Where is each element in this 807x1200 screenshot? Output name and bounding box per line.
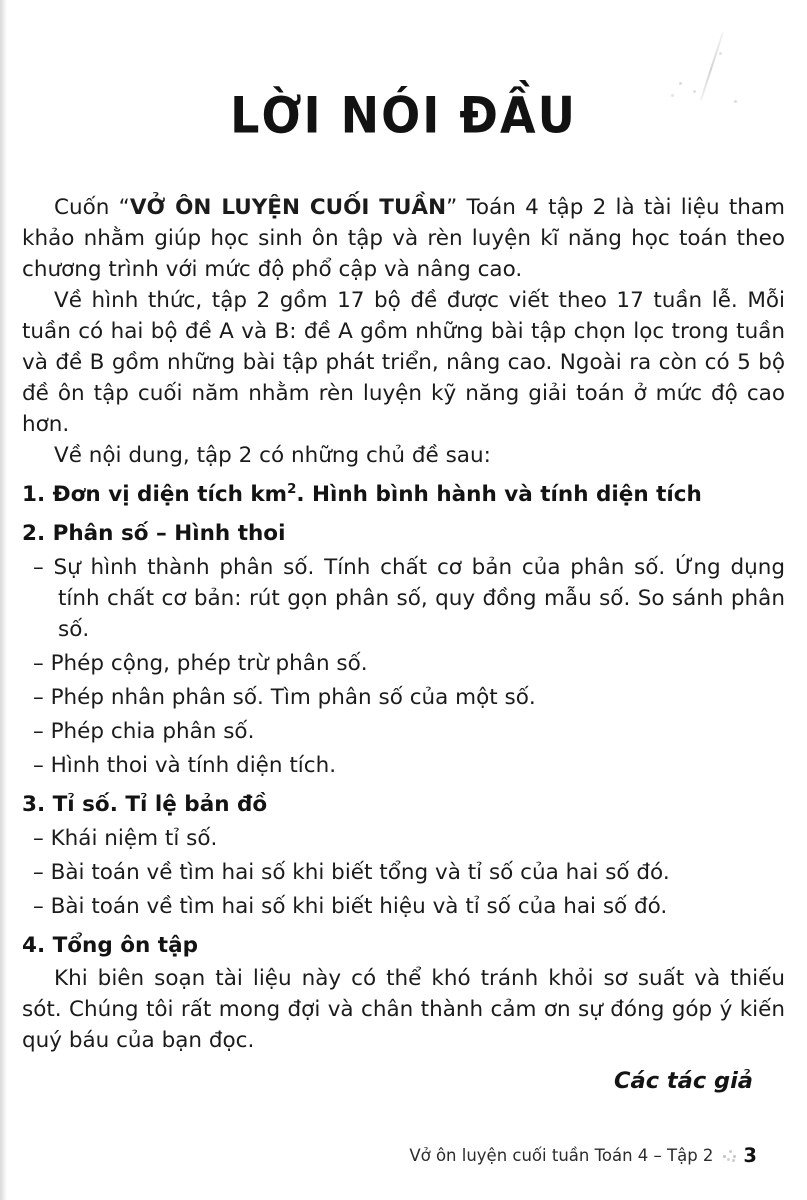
topic-heading-1-rest: . Hình bình hành và tính diện tích	[296, 482, 702, 507]
intro-paragraph-3: Về nội dung, tập 2 có những chủ đề sau:	[54, 443, 491, 468]
author-signature: Các tác giả	[614, 1068, 753, 1094]
page-footer	[409, 1144, 757, 1167]
topic-heading-1	[22, 479, 785, 510]
bullet-item: – Phép cộng, phép trừ phân số.	[33, 651, 368, 676]
bullet-item: – Phép nhân phân số. Tìm phân số của một số.	[33, 685, 536, 710]
speckle-marks	[679, 82, 682, 85]
bullet-item: – Phép chia phân số.	[33, 719, 255, 744]
closing-paragraph: Khi biên soạn tài liệu này có thể khó tránh khỏi sơ suất và thiếu sót. Chúng tôi rất mong đợi và chân thành cảm ơn sự đóng góp ý kiến quý báu của bạn đọc.	[22, 966, 785, 1053]
bullet-item: – Hình thoi và tính diện tích.	[33, 753, 337, 778]
print-smudge	[721, 1151, 737, 1161]
topic-heading-1-superscript: 2	[287, 481, 297, 497]
topic-3-bullet-list	[22, 823, 785, 922]
book-title-bold: VỞ ÔN LUYỆN CUỐI TUẦN	[129, 195, 447, 220]
page-title: LỜI NÓI ĐẦU	[230, 86, 577, 145]
bullet-item: – Khái niệm tỉ số.	[33, 826, 218, 851]
intro-paragraph-1-prefix: Cuốn “	[54, 195, 130, 220]
bullet-item: – Bài toán về tìm hai số khi biết hiệu và tỉ số của hai số đó.	[33, 894, 668, 919]
topic-heading-1-text: 1. Đơn vị diện tích km	[22, 482, 288, 507]
intro-paragraph-2: Về hình thức, tập 2 gồm 17 bộ đề được viết theo 17 tuần lễ. Mỗi tuần có hai bộ đề A và B: đề A gồm những bài tập chọn lọc trong tuần và đề B gồm những bài tập phát triển, nâng cao. Ngoài ra còn có 5 bộ đề ôn tập cuối năm nhằm rèn luyện kỹ năng giải toán ở mức độ cao hơn.	[22, 288, 785, 437]
page-number: 3	[743, 1144, 757, 1167]
bullet-item: – Bài toán về tìm hai số khi biết tổng và tỉ số của hai số đó.	[33, 860, 670, 885]
bullet-item: – Sự hình thành phân số. Tính chất cơ bản của phân số. Ứng dụng tính chất cơ bản: rút gọn phân số, quy đồng mẫu số. So sánh phân số.	[33, 555, 785, 642]
intro-paragraph-1	[22, 192, 785, 285]
topic-heading-2: 2. Phân số – Hình thoi	[22, 521, 286, 546]
footer-running-title: Vở ôn luyện cuối tuần Toán 4 – Tập 2	[409, 1146, 714, 1165]
topic-heading-3: 3. Tỉ số. Tỉ lệ bản đồ	[22, 792, 268, 817]
intro-paragraph-1-suffix: ” Toán 4 tập 2 là tài liệu tham khảo nhằm giúp học sinh ôn tập và rèn luyện kĩ năng học toán theo chương trình với mức độ phổ cập và nâng cao.	[22, 195, 785, 282]
topic-heading-4: 4. Tổng ôn tập	[22, 933, 198, 958]
topic-2-bullet-list	[22, 552, 785, 781]
scan-edge-shadow	[0, 0, 7, 1200]
